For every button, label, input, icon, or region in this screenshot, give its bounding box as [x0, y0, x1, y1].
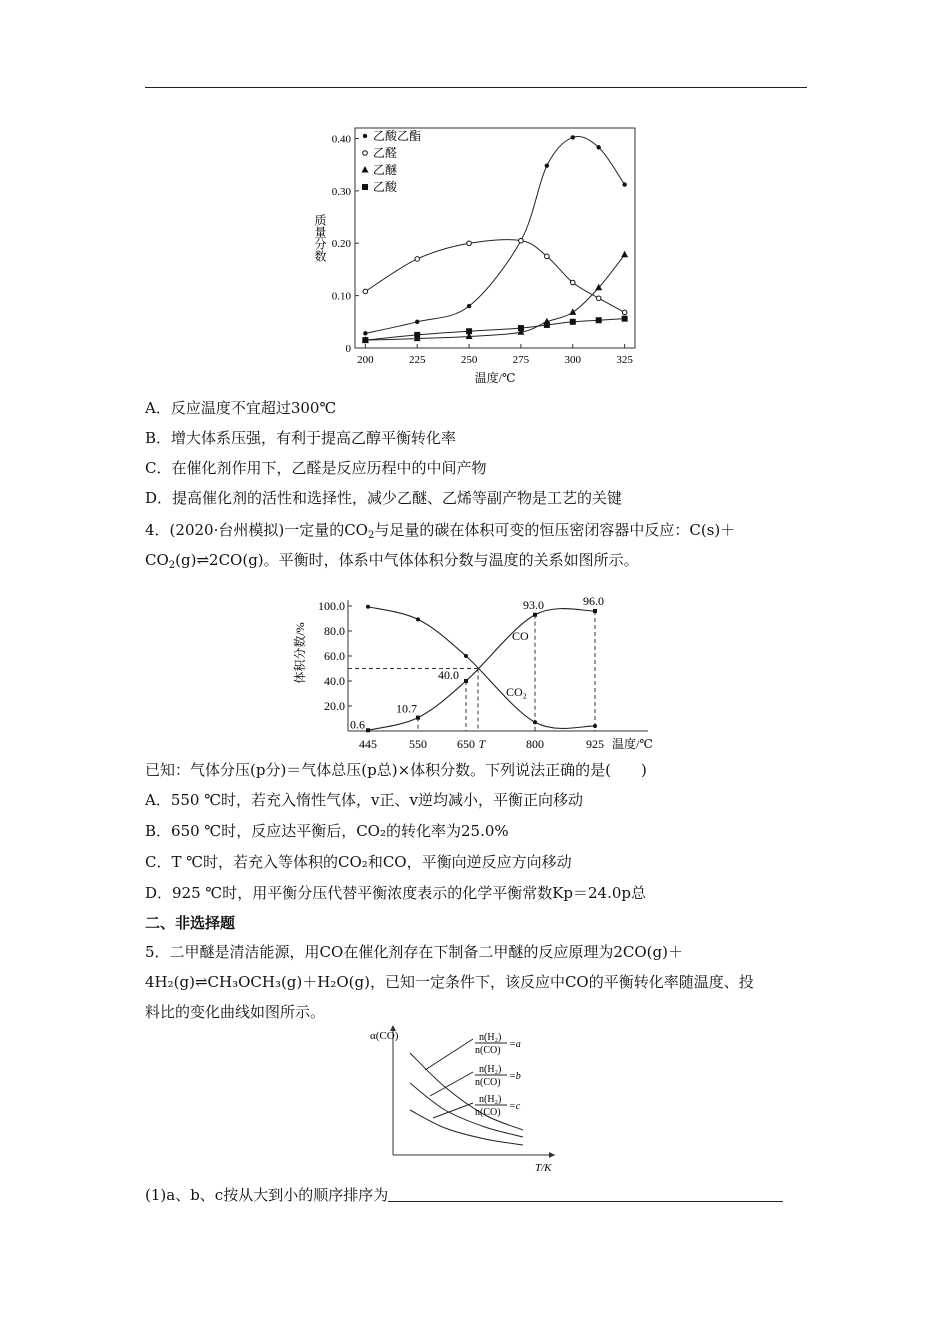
ratio-value: =b — [509, 1071, 521, 1082]
y-tick-label: 0.30 — [331, 185, 351, 198]
data-point — [519, 238, 524, 243]
data-point — [416, 617, 420, 621]
data-point — [622, 310, 627, 315]
ratio-label-b — [475, 1064, 521, 1088]
data-label: 40.0 — [438, 668, 459, 682]
q4-known: 已知：气体分压(p分)＝气体总压(p总)×体积分数。下列说法正确的是( ) — [145, 761, 647, 779]
x-tick-label: 650 — [457, 737, 475, 751]
x-axis-label: 温度/℃ — [474, 371, 516, 385]
data-point — [466, 328, 472, 334]
legend-label: 乙醚 — [373, 163, 398, 177]
legend-marker — [362, 184, 368, 190]
x-tick-label: 200 — [357, 354, 374, 366]
ratio-numerator: n(H₂) — [479, 1032, 502, 1043]
data-point — [622, 316, 628, 322]
chart-co-conversion — [365, 1025, 565, 1175]
x-tick-label: 800 — [526, 737, 544, 751]
series-line-乙酸 — [365, 319, 624, 340]
y-tick-label: 0 — [345, 343, 351, 355]
data-point — [570, 280, 575, 285]
data-point — [363, 331, 367, 335]
q4-stem-line1: 4．(2020·台州模拟)一定量的$CO_2$与足量的碳在体积可变的恒压密闭容器中反应：C(s)＋ — [145, 521, 736, 541]
data-point — [545, 254, 550, 259]
data-point — [533, 613, 537, 617]
series-label-CO: CO — [512, 628, 529, 643]
q4-stem-line2: $CO_2(g)\rightleftharpoons 2CO(g)$。平衡时，体系中气体体积分数与温度的关系如图所示。 — [145, 551, 639, 571]
x-tick-label: 250 — [460, 354, 478, 366]
legend-label: 乙酸乙酯 — [373, 129, 422, 143]
data-point — [622, 182, 626, 186]
option-c-q4: C．T ℃时，若充入等体积的CO₂和CO，平衡向逆反应方向移动 — [145, 853, 572, 871]
data-point — [533, 720, 537, 724]
data-point — [593, 724, 597, 728]
data-point — [544, 322, 550, 328]
curve-c — [410, 1110, 523, 1145]
ratio-denominator: n(CO) — [475, 1107, 501, 1118]
legend-label: 乙醛 — [373, 146, 398, 160]
data-point — [415, 257, 420, 262]
data-point — [366, 728, 370, 732]
data-point — [467, 304, 471, 308]
y-tick-label: 60.0 — [324, 649, 345, 663]
data-point — [593, 609, 597, 613]
ratio-value: =a — [509, 1039, 521, 1050]
data-point — [362, 337, 368, 343]
data-point — [545, 164, 549, 168]
data-point — [464, 654, 468, 658]
ratio-denominator: n(CO) — [475, 1077, 501, 1088]
leader-line — [433, 1103, 473, 1118]
x-axis-label: T/K — [535, 1162, 552, 1174]
x-axis-label: 温度/℃ — [612, 737, 653, 751]
x-tick-label: 550 — [409, 737, 427, 751]
option-a-q3: A．反应温度不宜超过300℃ — [145, 399, 337, 417]
x-tick-label: 925 — [586, 737, 604, 751]
data-point — [571, 135, 575, 139]
data-point — [366, 605, 370, 609]
leader-line — [425, 1039, 473, 1070]
legend-marker — [363, 134, 367, 138]
x-tick-label: T — [478, 737, 486, 751]
legend-marker — [362, 166, 369, 173]
option-a-q4: A．550 ℃时，若充入惰性气体，v正、v逆均减小，平衡正向移动 — [145, 791, 583, 809]
series-label-CO2: CO₂ — [506, 685, 527, 699]
series-line-乙醚 — [365, 255, 624, 340]
data-label: 0.6 — [350, 717, 365, 732]
data-point — [597, 145, 601, 149]
x-tick-label: 300 — [564, 354, 582, 366]
ratio-value: =c — [509, 1101, 521, 1112]
y-tick-label: 20.0 — [324, 699, 345, 713]
y-axis-label: 质量分数 — [313, 214, 327, 262]
data-label: 96.0 — [583, 594, 604, 608]
q5-sub1: (1)a、b、c按从大到小的顺序排序为 — [145, 1185, 783, 1205]
x-tick-label: 445 — [359, 737, 377, 751]
data-point — [464, 679, 468, 683]
ratio-denominator: n(CO) — [475, 1045, 501, 1056]
curve-a — [410, 1053, 523, 1130]
ratio-label-a — [475, 1032, 521, 1056]
ratio-numerator: n(H₂) — [479, 1094, 502, 1105]
q5-stem-line2: 4H₂(g)⇌CH₃OCH₃(g)＋H₂O(g)，已知一定条件下，该反应中CO的平衡转化率随温度、投 — [145, 973, 754, 991]
y-tick-label: 100.0 — [318, 599, 345, 613]
series-line-乙酸乙酯 — [365, 137, 624, 334]
ratio-numerator: n(H₂) — [479, 1064, 502, 1075]
chart-mass-fraction — [300, 120, 650, 390]
option-c-q3: C．在催化剂作用下，乙醛是反应历程中的中间产物 — [145, 459, 487, 477]
y-tick-label: 40.0 — [324, 674, 345, 688]
q5-stem-line3: 料比的变化曲线如图所示。 — [145, 1003, 326, 1021]
data-point — [363, 289, 368, 294]
chart-volume-fraction — [290, 588, 670, 758]
data-point — [596, 296, 601, 301]
data-point — [415, 320, 419, 324]
section-heading: 二、非选择题 — [145, 914, 236, 932]
data-point — [570, 319, 576, 325]
y-axis-label: α(CO) — [370, 1030, 399, 1042]
x-tick-label: 275 — [512, 354, 530, 366]
data-point — [518, 325, 524, 331]
plot-frame — [355, 128, 635, 348]
option-b-q4: B．650 ℃时，反应达平衡后，CO₂的转化率为25.0% — [145, 822, 509, 840]
data-label: 10.7 — [396, 701, 417, 716]
y-tick-label: 0.20 — [331, 238, 351, 251]
data-point — [467, 241, 472, 246]
x-tick-label: 325 — [616, 354, 633, 366]
data-label: 93.0 — [523, 597, 544, 612]
y-axis-label: 体积分数/% — [293, 622, 307, 684]
y-tick-label: 0.10 — [331, 290, 351, 303]
x-axis-arrow — [549, 1152, 555, 1158]
answer-blank[interactable] — [388, 1187, 783, 1202]
data-point — [416, 716, 420, 720]
x-tick-label: 225 — [408, 354, 426, 366]
curve-b — [410, 1083, 523, 1137]
legend-label: 乙酸 — [373, 180, 398, 194]
q5-stem-line1: 5．二甲醚是清洁能源，用CO在催化剂存在下制备二甲醚的反应原理为2CO(g)＋ — [145, 943, 683, 961]
data-point — [596, 317, 602, 323]
y-tick-label: 0.40 — [331, 133, 351, 146]
legend-marker — [363, 151, 368, 156]
data-point — [414, 332, 420, 338]
data-point — [569, 308, 576, 315]
y-tick-label: 80.0 — [324, 624, 345, 638]
option-d-q4: D．925 ℃时，用平衡分压代替平衡浓度表示的化学平衡常数Kp＝24.0p总 — [145, 884, 647, 902]
header-rule — [145, 87, 807, 88]
data-point — [621, 251, 628, 258]
ratio-label-c — [475, 1094, 521, 1118]
option-b-q3: B．增大体系压强，有利于提高乙醇平衡转化率 — [145, 429, 457, 447]
option-d-q3: D．提高催化剂的活性和选择性，减少乙醚、乙烯等副产物是工艺的关键 — [145, 489, 623, 507]
